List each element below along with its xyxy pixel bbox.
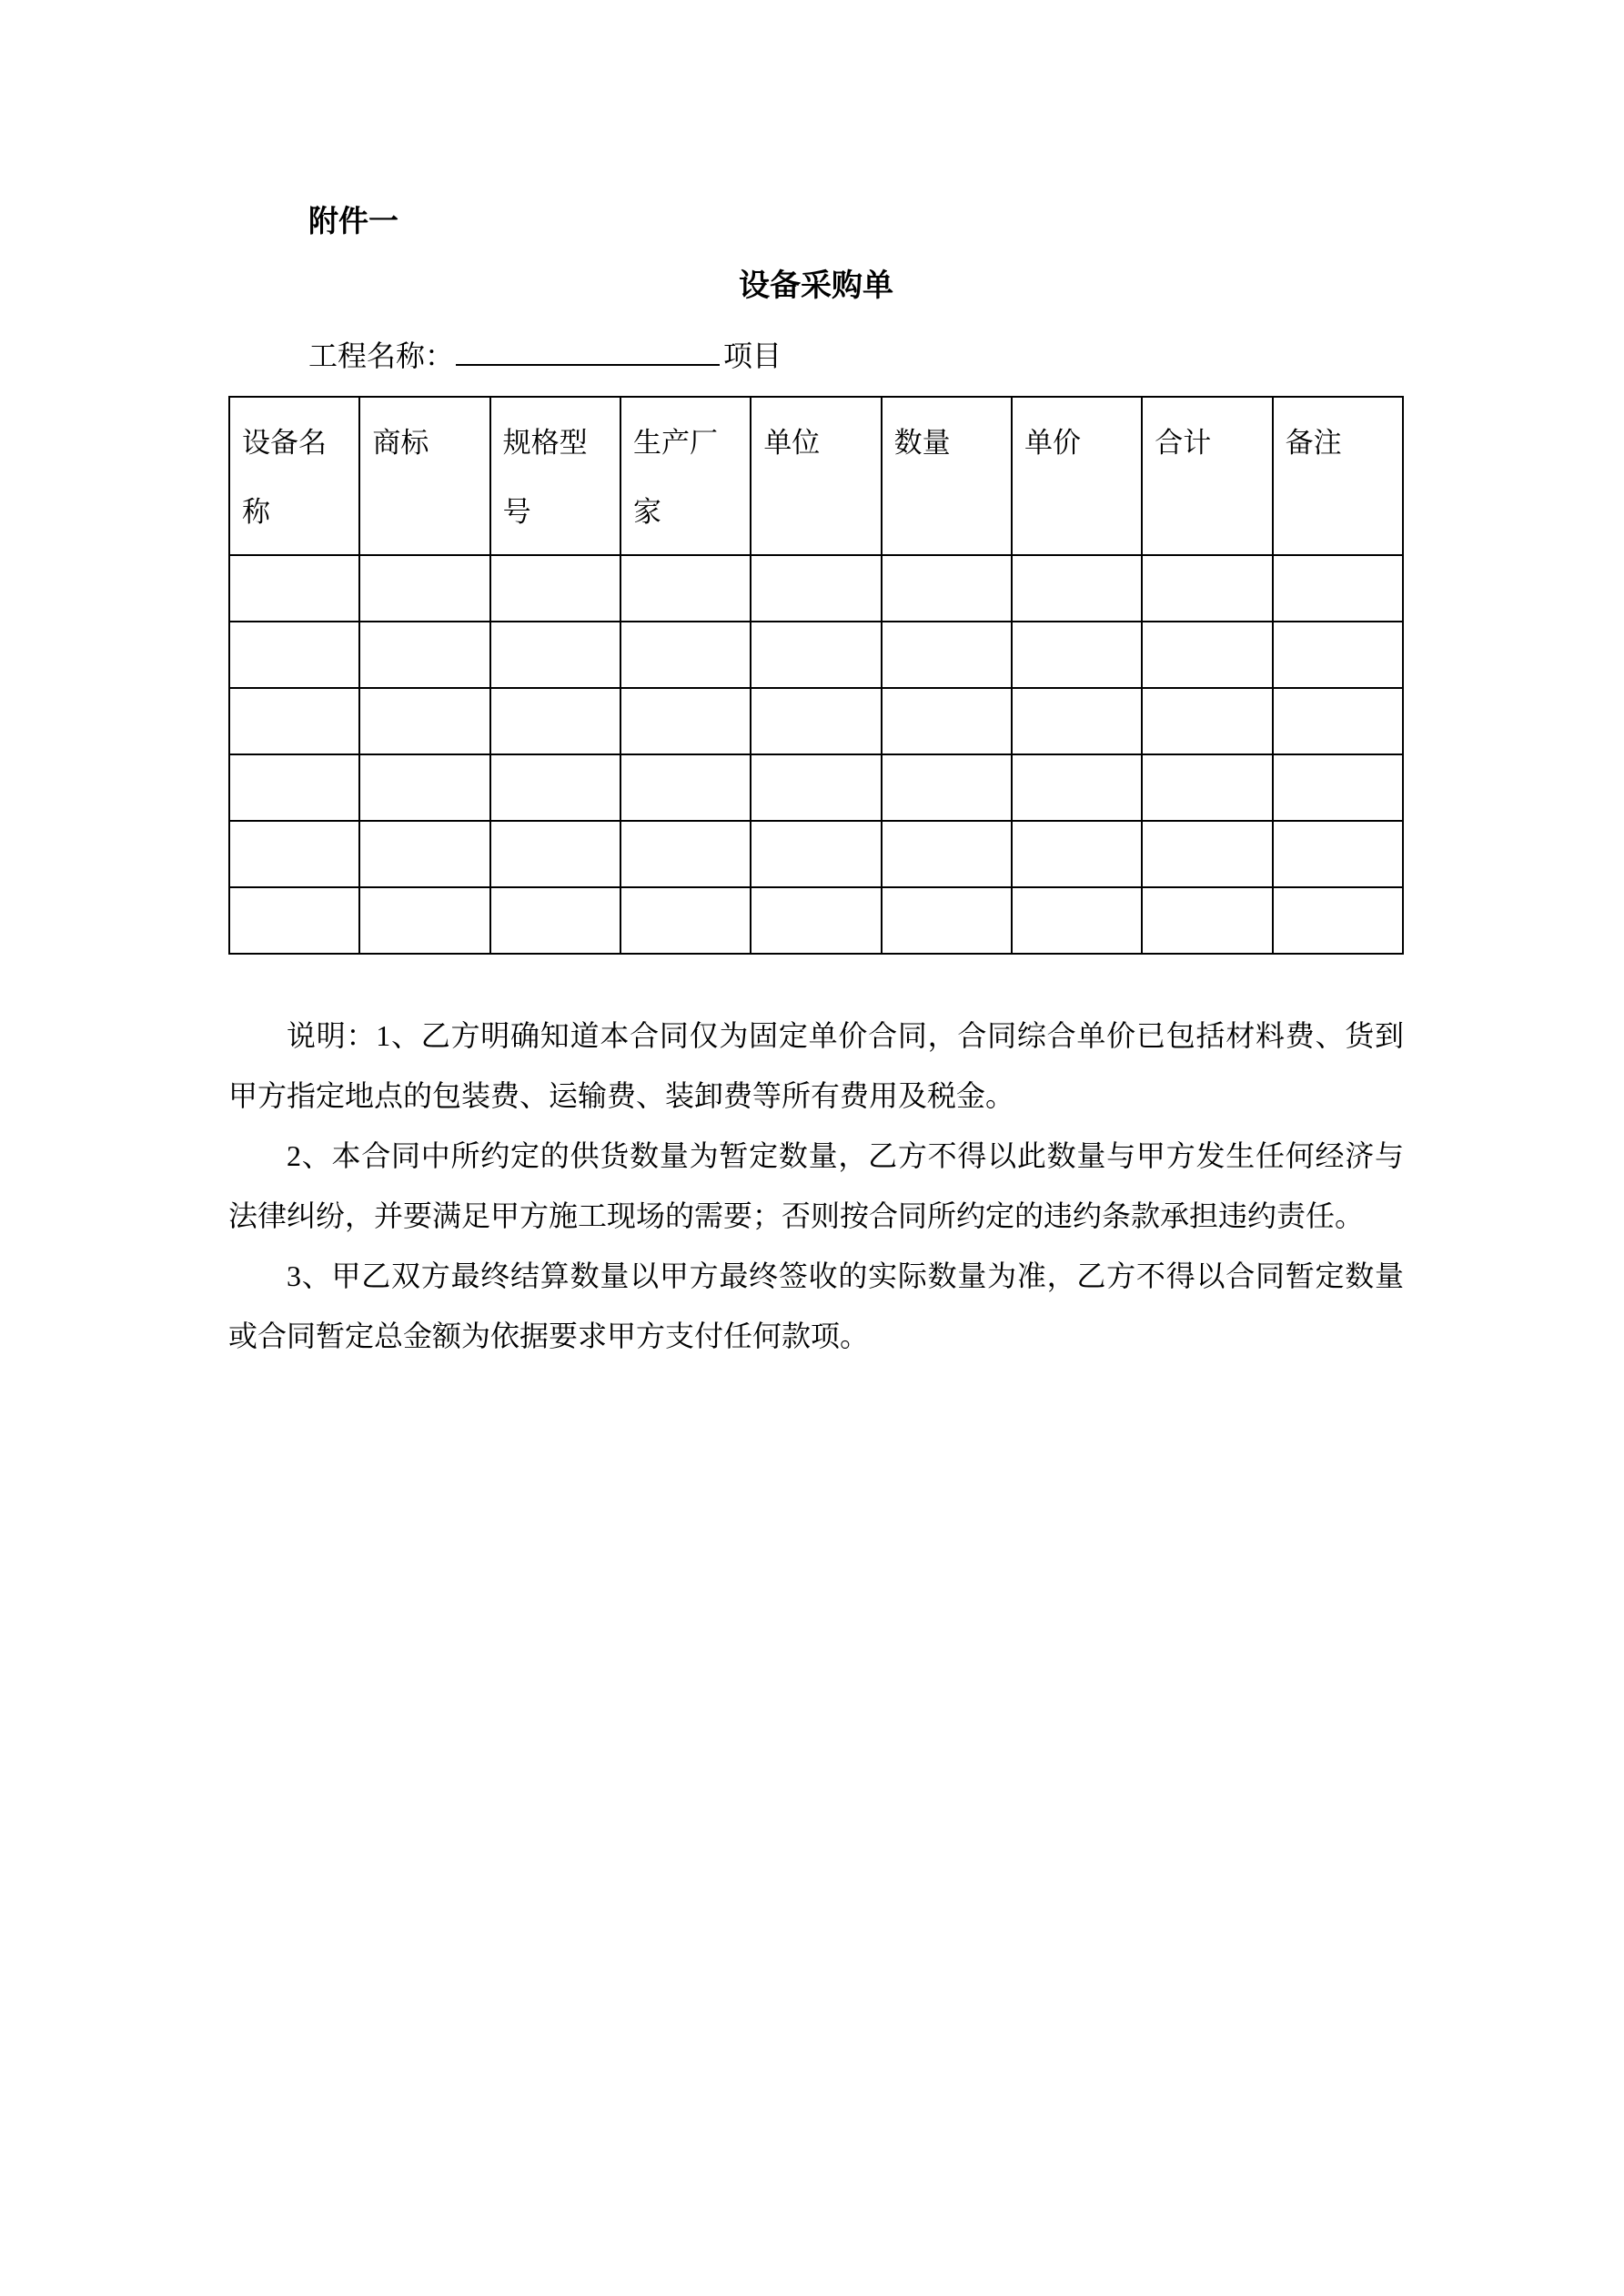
col-header-spec-model: 规格型号 — [490, 397, 620, 555]
table-empty-cell — [359, 887, 489, 954]
table-empty-cell — [490, 754, 620, 821]
table-empty-cell — [229, 555, 359, 622]
table-empty-cell — [1142, 555, 1272, 622]
note-paragraph-3: 3、甲乙双方最终结算数量以甲方最终签收的实际数量为准，乙方不得以合同暂定数量或合同暂定总金额为依据要求甲方支付任何款项。 — [228, 1259, 1404, 1352]
table-empty-cell — [620, 754, 751, 821]
attachment-label: 附件一 — [308, 206, 398, 238]
table-empty-cell — [882, 688, 1012, 754]
table-empty-cell — [1273, 622, 1403, 688]
table-empty-cell — [1012, 555, 1142, 622]
note-paragraph-1: 说明：1、乙方明确知道本合同仅为固定单价合同，合同综合单价已包括材料费、货到甲方指定地点的包装费、运输费、装卸费等所有费用及税金。 — [228, 1019, 1404, 1112]
table-empty-cell — [620, 688, 751, 754]
table-empty-cell — [1273, 821, 1403, 887]
table-empty-cell — [359, 688, 489, 754]
notes-section — [228, 1006, 1404, 1366]
table-empty-cell — [882, 555, 1012, 622]
table-empty-cell — [359, 754, 489, 821]
table-empty-cell — [229, 688, 359, 754]
table-empty-row — [229, 555, 1403, 622]
table-empty-cell — [1142, 821, 1272, 887]
table-empty-cell — [359, 555, 489, 622]
project-name-line — [308, 333, 1404, 378]
table-empty-cell — [1012, 754, 1142, 821]
col-header-unit: 单位 — [751, 397, 881, 555]
col-header-manufacturer: 生产厂家 — [620, 397, 751, 555]
col-header-quantity: 数量 — [882, 397, 1012, 555]
table-empty-cell — [229, 887, 359, 954]
table-empty-cell — [751, 821, 881, 887]
table-empty-cell — [620, 622, 751, 688]
table-empty-cell — [620, 821, 751, 887]
project-name-blank — [456, 333, 720, 366]
procurement-table — [228, 396, 1404, 955]
table-empty-cell — [751, 555, 881, 622]
table-empty-cell — [1142, 887, 1272, 954]
table-header-row — [229, 397, 1403, 555]
col-header-remarks: 备注 — [1273, 397, 1403, 555]
table-empty-cell — [882, 754, 1012, 821]
table-empty-cell — [1142, 622, 1272, 688]
table-empty-cell — [1012, 887, 1142, 954]
col-header-unit-price: 单价 — [1012, 397, 1142, 555]
table-empty-cell — [620, 555, 751, 622]
table-empty-cell — [1142, 754, 1272, 821]
table-empty-cell — [620, 887, 751, 954]
table-empty-cell — [490, 555, 620, 622]
project-name-suffix: 项目 — [723, 339, 782, 372]
table-empty-cell — [490, 821, 620, 887]
table-empty-row — [229, 754, 1403, 821]
table-empty-cell — [1273, 887, 1403, 954]
col-header-total: 合计 — [1142, 397, 1272, 555]
table-empty-cell — [1273, 555, 1403, 622]
table-empty-cell — [751, 622, 881, 688]
table-empty-row — [229, 622, 1403, 688]
table-empty-cell — [751, 887, 881, 954]
table-empty-cell — [1273, 754, 1403, 821]
document-content — [228, 202, 1404, 1366]
table-empty-row — [229, 887, 1403, 954]
table-empty-cell — [882, 622, 1012, 688]
table-body — [229, 555, 1403, 954]
table-empty-cell — [882, 821, 1012, 887]
table-empty-cell — [882, 887, 1012, 954]
table-empty-cell — [229, 821, 359, 887]
note-paragraph-2: 2、本合同中所约定的供货数量为暂定数量，乙方不得以此数量与甲方发生任何经济与法律纠纷，并要满足甲方施工现场的需要；否则按合同所约定的违约条款承担违约责任。 — [228, 1139, 1404, 1232]
table-empty-cell — [359, 622, 489, 688]
table-empty-cell — [490, 622, 620, 688]
table-empty-cell — [1142, 688, 1272, 754]
col-header-trademark: 商标 — [359, 397, 489, 555]
table-empty-cell — [751, 754, 881, 821]
table-empty-row — [229, 688, 1403, 754]
table-empty-cell — [751, 688, 881, 754]
table-empty-cell — [229, 622, 359, 688]
table-empty-cell — [490, 887, 620, 954]
table-empty-cell — [1273, 688, 1403, 754]
table-empty-cell — [1012, 622, 1142, 688]
table-empty-row — [229, 821, 1403, 887]
table-empty-cell — [229, 754, 359, 821]
table-empty-cell — [359, 821, 489, 887]
table-empty-cell — [490, 688, 620, 754]
project-name-label: 工程名称： — [308, 339, 455, 372]
table-empty-cell — [1012, 821, 1142, 887]
col-header-equipment-name: 设备名称 — [229, 397, 359, 555]
table-empty-cell — [1012, 688, 1142, 754]
document-title: 设备采购单 — [739, 269, 893, 303]
